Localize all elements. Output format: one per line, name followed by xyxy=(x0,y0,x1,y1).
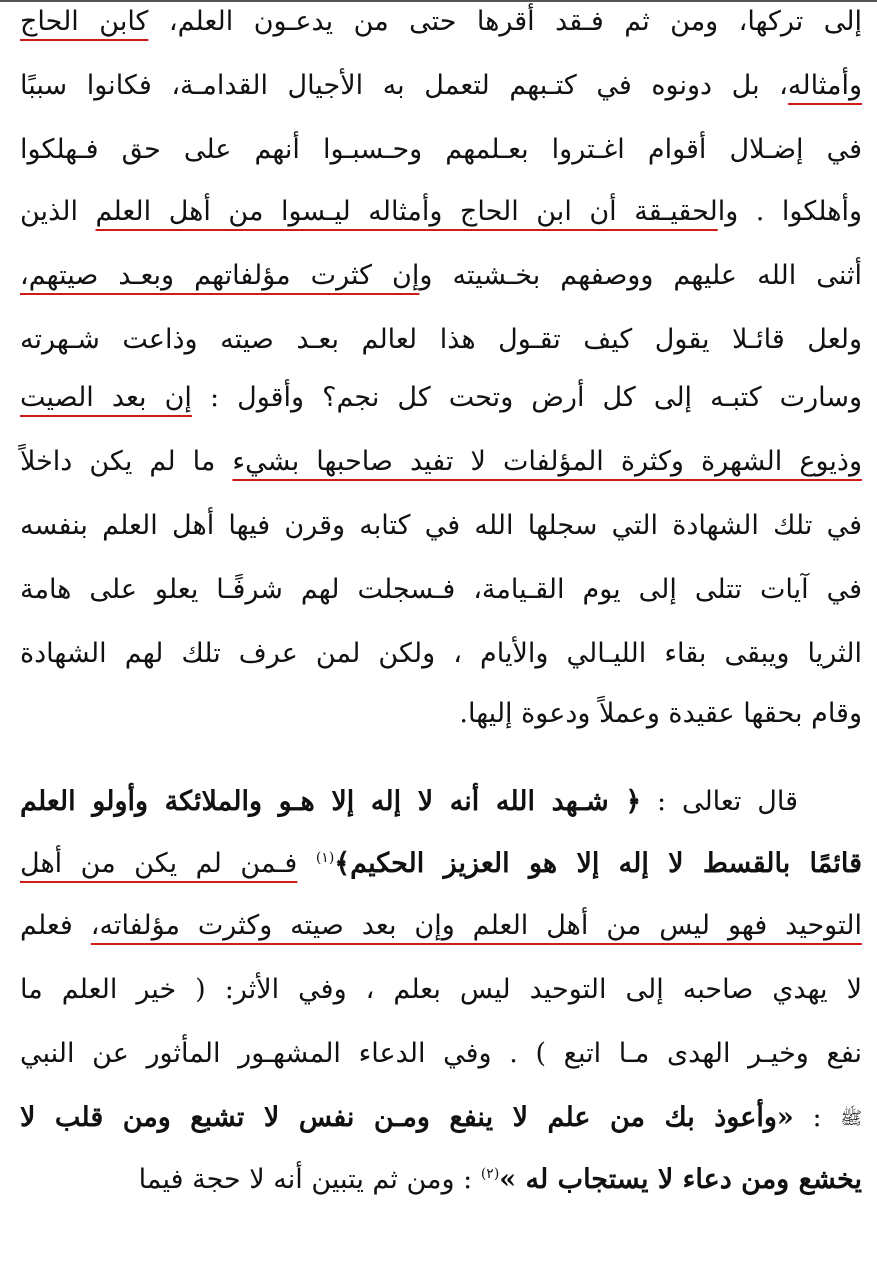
text-span: وأهلكوا . وا xyxy=(717,196,862,227)
text-line xyxy=(20,1104,862,1131)
text-span: ، بل دونوه في كتـبهم لتعمل به الأجيال القدامـة، فكانوا سببًا xyxy=(20,70,788,101)
text-line xyxy=(20,448,862,475)
text-line xyxy=(20,850,862,877)
salutation-glyph: ﷺ xyxy=(840,1107,862,1129)
text-line xyxy=(20,700,862,727)
text-span: في آيات تتلى إلى يوم القـيامة، فـسجلت لهم شرفًـا يعلو على هامة xyxy=(20,574,862,605)
text-line xyxy=(20,8,862,35)
footnote-marker: (١) xyxy=(315,850,335,866)
text-line xyxy=(20,576,862,603)
text-span xyxy=(297,848,316,879)
text-span: وسارت كتبـه إلى كل أرض وتحت كل نجم؟ وأقول : xyxy=(191,382,862,413)
text-line xyxy=(20,262,862,289)
text-span: إلى تركها، ومن ثم فـقد أقرها حتى من يدعـون العلم، xyxy=(148,6,862,37)
text-line xyxy=(20,136,862,163)
text-line xyxy=(20,326,862,353)
text-line xyxy=(20,1040,862,1067)
text-line xyxy=(20,198,862,225)
text-span: قائمًا بالقسط لا إله إلا هو العزيز الحكيم﴾ xyxy=(334,848,862,879)
text-span: ﴿ شـهد الله أنه لا إله إلا هـو والملائكة وأولو العلم xyxy=(20,786,642,817)
text-line xyxy=(20,788,862,815)
text-span: نفع وخيـر الهدى مـا اتبع ) . وفي الدعاء المشهـور المأثور عن النبي xyxy=(20,1038,862,1069)
text-line xyxy=(20,912,862,939)
text-line xyxy=(20,1166,862,1193)
underlined-text: إن بعد الصيت xyxy=(20,382,192,413)
text-span: أثنى الله عليهم ووصفهم بخـشيته و xyxy=(419,260,862,291)
underlined-text: كابن الحاج xyxy=(20,6,149,37)
text-span: : ومن ثم يتبين أنه لا حجة فيما xyxy=(138,1164,481,1195)
text-span: يخشع ومن دعاء لا يستجاب له » xyxy=(499,1164,862,1195)
text-span: في إضـلال أقوام اغـتروا بعـلمهم وحـسبـوا أنهم على حق فـهلكوا xyxy=(20,134,862,165)
text-line xyxy=(20,384,862,411)
text-line xyxy=(20,976,862,1003)
underlined-text: وذيوع الشهرة وكثرة المؤلفات لا تفيد صاحبها بشيء xyxy=(232,446,862,477)
text-line xyxy=(20,640,862,667)
text-span: لا يهدي صاحبه إلى التوحيد ليس بعلم ، وفي الأثر: ( خير العلم ما xyxy=(20,974,862,1005)
text-span: الذين xyxy=(20,196,96,227)
text-span: ولعل قائـلا يقول كيف تقـول هذا لعالم بعـد صيته وذاعت شـهرته xyxy=(20,324,862,355)
text-span: وقام بحقها عقيدة وعملاً ودعوة إليها. xyxy=(459,698,862,729)
text-span: الثريا ويبقى بقاء الليـالي والأيام ، ولكن لمن عرف تلك لهم الشهادة xyxy=(20,638,862,669)
underlined-text: وأمثاله xyxy=(787,70,862,101)
scanned-book-page xyxy=(20,0,862,1280)
text-line xyxy=(20,72,862,99)
underlined-text: التوحيد فهو ليس من أهل العلم وإن بعد صيته وكثرت مؤلفاته، xyxy=(90,910,862,941)
text-span: «وأعوذ بك من علم لا ينفع ومـن نفس لا تشبع ومن قلب لا xyxy=(20,1102,794,1133)
text-span: فعلم xyxy=(20,910,91,941)
footnote-marker: (٢) xyxy=(480,1166,500,1182)
underlined-text: فـمن لم يكن من أهل xyxy=(20,848,298,879)
text-span: ما لم يكن داخلاً xyxy=(20,446,233,477)
text-span: : xyxy=(793,1102,841,1133)
underlined-text: إن كثرت مؤلفاتهم وبعـد صيتهم، xyxy=(20,260,420,291)
text-span: في تلك الشهادة التي سجلها الله في كتابه وقرن فيها أهل العلم بنفسه xyxy=(20,510,862,541)
text-span: قال تعالى : xyxy=(641,786,798,817)
underlined-text: لحقيـقة أن ابن الحاج وأمثاله ليـسوا من أهل العلم xyxy=(95,196,718,227)
text-line xyxy=(20,512,862,539)
